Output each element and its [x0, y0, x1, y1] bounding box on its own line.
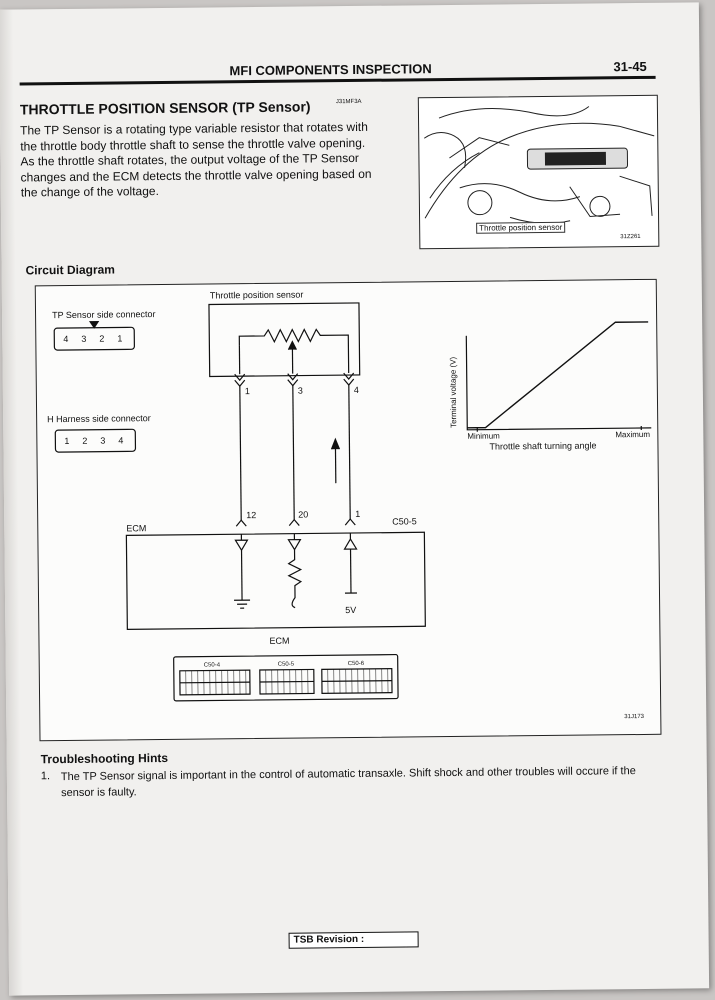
harness-connector-pin: 4 [118, 435, 124, 446]
ecm-connector-label: C50-5 [277, 661, 295, 668]
circuit-drawing [36, 280, 661, 740]
figure-code: 31J173 [624, 713, 645, 721]
tp-connector-pin: 1 [117, 333, 123, 344]
voltage-series-line [466, 322, 649, 428]
sensor-label: Throttle position sensor [209, 289, 304, 301]
hint-text: The TP Sensor signal is important in the control of automatic transaxle. Shift shock and other troubles will occure if the sensor is faulty. [60, 765, 636, 800]
tp-connector-pin: 3 [81, 333, 87, 344]
voltage-label: 5V [345, 604, 357, 616]
hints-title: Troubleshooting Hints [40, 750, 169, 767]
sensor-pin: 3 [297, 385, 303, 396]
ecm-connector-label: C50-4 [203, 662, 221, 669]
tp-connector-pin: 2 [99, 333, 105, 344]
graph-x-label: Throttle shaft turning angle [489, 440, 597, 452]
photo-code: 31Z261 [620, 233, 641, 241]
ecm-label: ECM [126, 523, 147, 534]
ecm-connector-label: C50-6 [347, 660, 365, 668]
harness-connector-pin: 1 [64, 435, 70, 447]
sensor-pin: 4 [353, 384, 359, 395]
ecm-pin: 1 [355, 508, 361, 519]
ecm-pin: 12 [246, 510, 257, 521]
harness-connector-pin: 3 [100, 435, 106, 446]
engine-photo [418, 95, 660, 250]
photo-label: Throttle position sensor [476, 222, 565, 234]
tsb-revision-box [289, 931, 419, 948]
sensor-box [209, 303, 360, 377]
section-title: THROTTLE POSITION SENSOR (TP Sensor) [19, 98, 311, 118]
ecm-label-bottom: ECM [269, 635, 290, 646]
tsb-revision-label: TSB Revision : [293, 933, 365, 946]
connector-code: C50-5 [392, 516, 417, 527]
circuit-diagram-title: Circuit Diagram [25, 262, 116, 278]
graph-y-label: Terminal voltage (V) [448, 356, 459, 428]
manual-page [0, 2, 709, 995]
sensor-resistor [239, 329, 348, 374]
hint-number: 1. [40, 770, 51, 783]
graph-tick-max: Maximum [615, 429, 651, 440]
sensor-pin: 1 [244, 386, 250, 397]
header-rule [20, 76, 656, 86]
page-header-title: MFI COMPONENTS INSPECTION [229, 61, 432, 79]
intro-paragraph: The TP Sensor is a rotating type variable resistor that rotates with the throttle body throttle shaft to sense the throttle valve opening. As the throttle shaft rotates, the output voltage of the TP Sensor changes and the ECM detects the throttle valve opening based on the change of the voltage. [20, 119, 372, 200]
circuit-diagram [35, 279, 662, 741]
graph-tick-min: Minimum [467, 431, 500, 441]
section-code: J31MF3A [335, 98, 362, 106]
harness-connector-pin: 2 [82, 435, 88, 446]
page-number: 31-45 [613, 58, 647, 75]
tp-connector-pin: 4 [63, 333, 69, 345]
ecm-pin: 20 [298, 509, 309, 520]
harness-connector-label: H Harness side connector [47, 413, 151, 425]
tp-connector-label: TP Sensor side connector [52, 309, 156, 321]
ecm-box [126, 532, 425, 629]
graph-axes [466, 334, 651, 430]
